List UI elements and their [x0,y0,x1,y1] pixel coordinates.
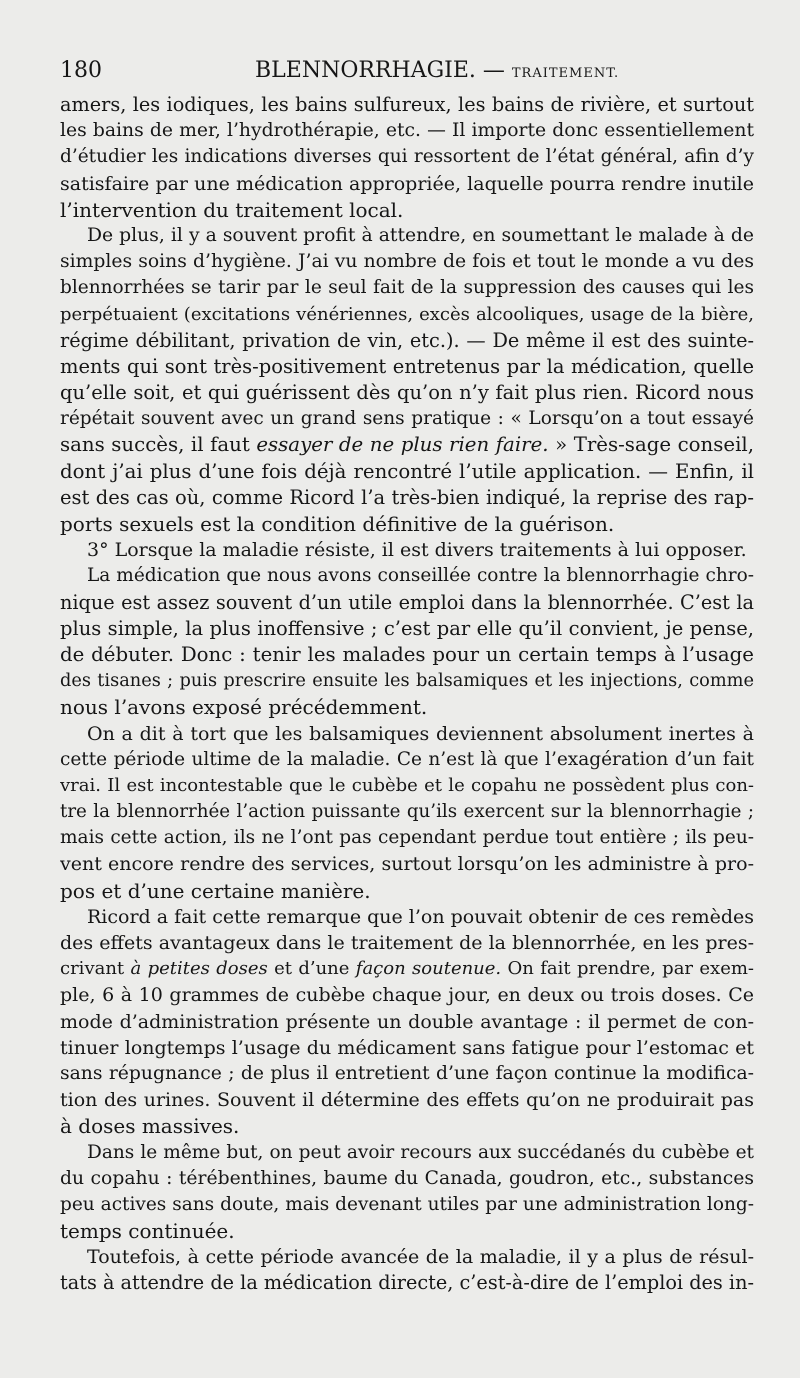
text-line: Ricord a fait cette remarque que l’on pouvait obtenir de ces remèdes [87,905,754,928]
text-line: dont j’ai plus d’une fois déjà rencontré l’utile application. — Enfin, il [60,459,754,483]
text-line: Toutefois, à cette période avancée de la maladie, il y a plus de résul- [87,1246,754,1269]
body-text [60,92,754,1297]
text-line: On a dit à tort que les balsamiques deviennent absolument inertes à [87,722,754,745]
text-line: temps continuée. [60,1219,235,1244]
text-line: ple, 6 à 10 grammes de cubèbe chaque jour, en deux ou trois doses. Ce [60,984,754,1007]
text-run: sans succès, il faut [60,433,257,457]
text-line: du copahu : térébenthines, baume du Canada, goudron, etc., substances [60,1167,754,1189]
text-line: La médication que nous avons conseillée contre la blennorrhagie chro- [87,565,754,587]
text-line: des tisanes ; puis prescrire ensuite les balsamiques et les injections, comme [60,671,754,692]
text-line: régime débilitant, privation de vin, etc.). — De même il est des suinte- [60,328,754,352]
text-line: des effets avantageux dans le traitement de la blennorrhée, en les pres- [60,932,754,954]
text-line: Dans le même but, on peut avoir recours aux succédanés du cubèbe et [87,1141,754,1163]
text-line: amers, les iodiques, les bains sulfureux, les bains de rivière, et surtout [60,93,754,116]
text-line: sans répugnance ; de plus il entretient d’une façon continue la modifica- [60,1062,754,1084]
text-line: l’intervention du traitement local. [60,197,404,222]
text-line: ments qui sont très-positivement entretenus par la médication, quelle [60,354,754,378]
text-line: de débuter. Donc : tenir les malades pour un certain temps à l’usage [60,642,754,666]
text-line: qu’elle soit, et qui guérissent dès qu’on n’y fait plus rien. Ricord nous [60,381,754,405]
text-line: De plus, il y a souvent profit à attendre, en soumettant le malade à de [87,224,754,246]
text-line: est des cas où, comme Ricord l’a très-bien indiqué, la reprise des rap- [60,485,754,509]
text-line: mais cette action, ils ne l’ont pas cependant perdue tout entière ; ils peu- [60,827,754,849]
running-head [60,56,752,86]
running-title [255,56,619,89]
text-line: cette période ultime de la maladie. Ce n’est là que l’exagération d’un fait [60,748,754,770]
text-run: et d’une [267,958,356,980]
text-line: d’étudier les indications diverses qui ressortent de l’état général, afin d’y [60,146,754,168]
text-line: ports sexuels est la condition définitive de la guérison. [60,512,615,536]
text-line: satisfaire par une médication appropriée, laquelle pourra rendre inutile [60,172,754,195]
page-number: 180 [60,58,102,83]
running-title-sub: TRAITEMENT. [511,66,620,81]
text-line [60,432,754,458]
italic-run: essayer de ne plus rien faire. [256,433,549,457]
text-line: plus simple, la plus inoffensive ; c’est par elle qu’il convient, je pense, [60,616,754,640]
text-line: blennorrhées se tarir par le seul fait de la suppression des causes qui les [60,277,754,299]
text-line: à doses massives. [60,1114,240,1139]
text-line: tion des urines. Souvent il détermine des effets qu’on ne produirait pas [60,1089,754,1112]
text-line: tinuer longtemps l’usage du médicament sans fatigue pour l’estomac et [60,1036,754,1059]
text-line: répétait souvent avec un grand sens pratique : « Lorsqu’on a tout essayé [60,408,754,430]
text-line: peu actives sans doute, mais devenant utiles par une administration long- [60,1193,754,1215]
text-run: On fait prendre, par exem- [501,958,754,980]
text-line: mode d’administration présente un double avantage : il permet de con- [60,1010,754,1033]
text-line: nous l’avons exposé précédemment. [60,695,428,720]
text-run: crivant [60,958,131,980]
italic-run: façon soutenue. [355,958,502,980]
text-line: tats à attendre de la médication directe, c’est-à-dire de l’emploi des in- [60,1271,754,1295]
text-line: nique est assez souvent d’un utile emploi dans la blennorrhée. C’est la [60,590,754,614]
text-run: » Très-sage conseil, [548,433,754,457]
text-line: les bains de mer, l’hydrothérapie, etc. — Il importe donc essentiellement [60,120,754,142]
text-line: vent encore rendre des services, surtout lorsqu’on les administre à pro- [60,853,754,876]
text-line [60,956,754,982]
text-line: tre la blennorrhée l’action puissante qu’ils exercent sur la blennorrhagie ; [60,801,754,823]
text-line: simples soins d’hygiène. J’ai vu nombre de fois et tout le monde a vu des [60,251,754,273]
running-title-main: BLENNORRHAGIE. — [255,58,505,83]
text-line: vrai. Il est incontestable que le cubèbe et le copahu ne possèdent plus con- [60,774,754,796]
text-line: 3° Lorsque la maladie résiste, il est divers traitements à lui opposer. [87,539,747,562]
text-line: pos et d’une certaine manière. [60,878,371,903]
text-line: perpétuaient (excitations vénériennes, excès alcooliques, usage de la bière, [60,303,754,325]
italic-run: à petites doses [130,958,268,980]
